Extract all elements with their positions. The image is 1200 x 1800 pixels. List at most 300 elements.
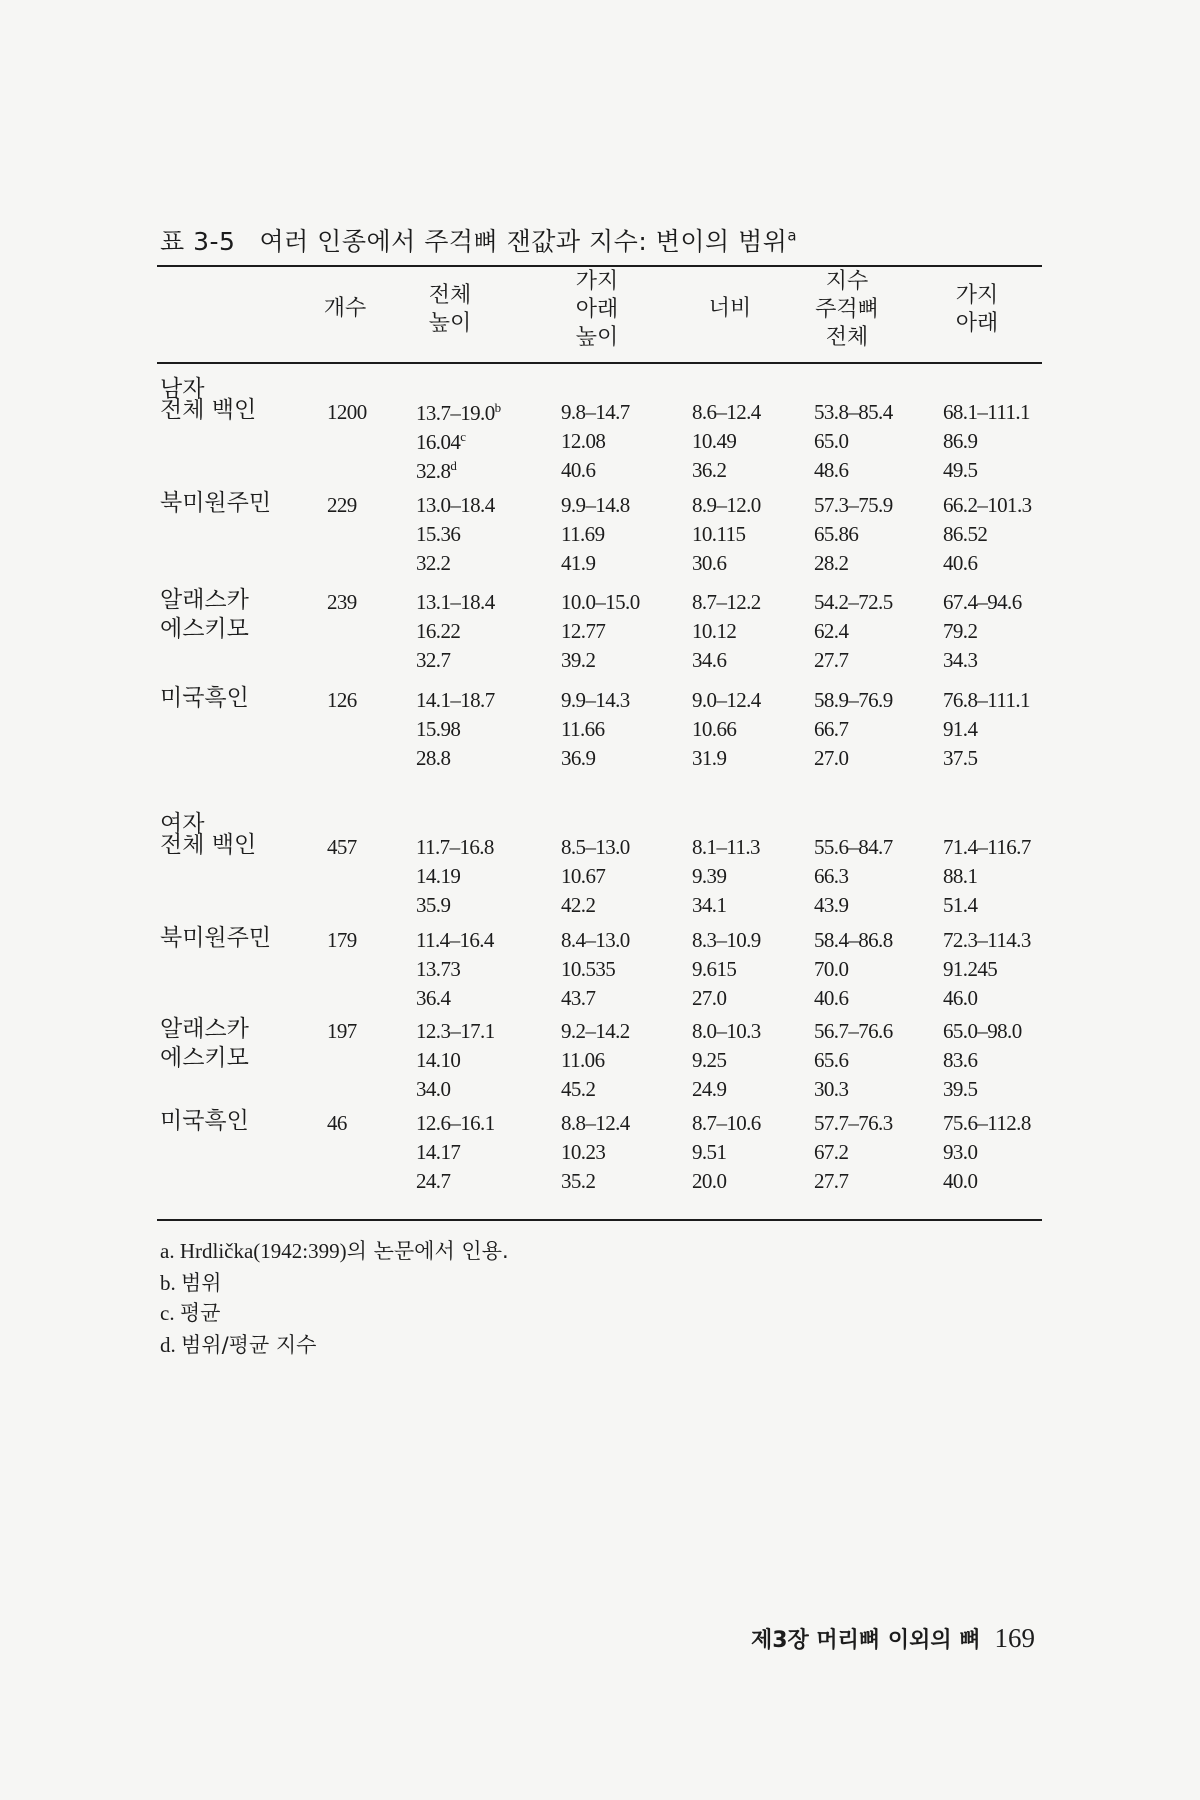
idx-infra-mean-cell: [943, 1140, 977, 1165]
cell-value: 8.1–11.3: [692, 835, 760, 859]
cell-value: 27.0: [692, 986, 727, 1010]
breadth-ratio-cell: [692, 1077, 726, 1102]
cell-value: 34.6: [692, 648, 727, 672]
count-cell: 197: [327, 1019, 357, 1043]
breadth-mean-cell: [692, 429, 736, 454]
footnote-text: Hrdlička(1942:399): [179, 1239, 347, 1263]
row-label-line: 전체 백인: [160, 832, 257, 858]
cell-value: 34.1: [692, 893, 727, 917]
cell-value: 9.0–12.4: [692, 688, 761, 712]
cell-value: 10.535: [561, 957, 616, 981]
idx-infra-ratio-cell: [943, 746, 977, 771]
infra-ratio-cell: [561, 986, 595, 1011]
row-label: [160, 924, 271, 953]
idx-infra-mean-cell: [943, 522, 987, 547]
infra-ratio-cell: [561, 1169, 595, 1194]
cell-value: 58.4–86.8: [814, 928, 893, 952]
total-range-cell: [416, 493, 495, 518]
cell-value: 28.2: [814, 551, 849, 575]
breadth-mean-cell: [692, 717, 736, 742]
caption-footnote-marker: a: [787, 226, 798, 245]
footnote-marker: d: [450, 458, 457, 473]
cell-value: 58.9–76.9: [814, 688, 893, 712]
footnote-text: 범위/평균 지수: [181, 1333, 317, 1357]
infra-mean-cell: [561, 1140, 605, 1165]
cell-value: 9.9–14.8: [561, 493, 630, 517]
count-cell: 179: [327, 928, 357, 952]
cell-value: 8.4–13.0: [561, 928, 630, 952]
cell-value: 8.0–10.3: [692, 1019, 761, 1043]
infra-range-cell: [561, 400, 630, 425]
cell-value: 46.0: [943, 986, 978, 1010]
cell-value: 68.1–111.1: [943, 400, 1030, 424]
cell-value: 40.0: [943, 1169, 978, 1193]
column-header-line: 아래: [575, 297, 619, 322]
idx-total-mean-cell: [814, 717, 848, 742]
cell-value: 66.7: [814, 717, 849, 741]
cell-value: 24.7: [416, 1169, 451, 1193]
count-cell: 239: [327, 590, 357, 614]
infra-mean-cell: [561, 429, 605, 454]
footnote-text: 범위: [181, 1271, 222, 1295]
cell-value: 40.6: [561, 458, 596, 482]
idx-total-range-cell: [814, 688, 893, 713]
footnote: [160, 1235, 509, 1265]
count-cell: 46: [327, 1111, 347, 1135]
column-header-line: 아래: [955, 311, 999, 336]
cell-value: 40.6: [814, 986, 849, 1010]
breadth-ratio-cell: [692, 1169, 726, 1194]
infra-ratio-cell: [561, 648, 595, 673]
cell-value: 37.5: [943, 746, 978, 770]
row-label-line: 미국흑인: [160, 1108, 249, 1134]
table-title: 여러 인종에서 주걱뼈 잰값과 지수: 변이의 범위: [259, 227, 788, 256]
breadth-ratio-cell: [692, 551, 726, 576]
cell-value: 20.0: [692, 1169, 727, 1193]
cell-value: 13.7–19.0: [416, 401, 495, 425]
breadth-range-cell: [692, 590, 761, 615]
infra-mean-cell: [561, 864, 605, 889]
total-range-cell: [416, 1019, 495, 1044]
count-cell: 126: [327, 688, 357, 712]
group-label: 남자: [160, 376, 205, 402]
footnote: [160, 1267, 222, 1297]
infra-mean-cell: [561, 1048, 604, 1073]
footnote-marker: b: [494, 400, 501, 415]
row-label: [160, 396, 256, 425]
column-header-line: 개수: [323, 296, 367, 321]
count-cell: 229: [327, 493, 357, 517]
idx-total-ratio-cell: [814, 648, 848, 673]
count-cell: 1200: [327, 400, 367, 424]
cell-value: 70.0: [814, 957, 849, 981]
total-ratio-cell: [416, 1169, 450, 1194]
breadth-mean-cell: [692, 1048, 726, 1073]
total-mean-cell: [416, 717, 460, 742]
cell-value: 54.2–72.5: [814, 590, 893, 614]
cell-value: 62.4: [814, 619, 849, 643]
breadth-range-cell: [692, 1019, 761, 1044]
breadth-range-cell: [692, 400, 761, 425]
cell-value: 43.9: [814, 893, 849, 917]
total-range-cell: [416, 590, 495, 615]
idx-total-mean-cell: [814, 1048, 848, 1073]
column-header-breadth: [670, 295, 790, 323]
cell-value: 11.66: [561, 717, 605, 741]
breadth-range-cell: [692, 835, 760, 860]
column-header-count: [285, 295, 405, 323]
column-header-line: 가지: [575, 269, 619, 294]
idx-total-ratio-cell: [814, 986, 848, 1011]
column-header-line: 전체: [428, 283, 472, 308]
cell-value: 43.7: [561, 986, 596, 1010]
idx-total-range-cell: [814, 400, 893, 425]
row-label-line: 미국흑인: [160, 685, 249, 711]
idx-infra-mean-cell: [943, 619, 977, 644]
cell-value: 35.9: [416, 893, 451, 917]
idx-infra-mean-cell: [943, 429, 977, 454]
idx-total-ratio-cell: [814, 1169, 848, 1194]
cell-value: 75.6–112.8: [943, 1111, 1031, 1135]
cell-value: 51.4: [943, 893, 978, 917]
idx-infra-mean-cell: [943, 957, 997, 982]
breadth-mean-cell: [692, 619, 736, 644]
idx-infra-ratio-cell: [943, 1077, 977, 1102]
infra-range-cell: [561, 493, 630, 518]
total-ratio-cell: [416, 986, 450, 1011]
cell-value: 66.3: [814, 864, 849, 888]
table-caption: [160, 222, 797, 258]
cell-value: 10.67: [561, 864, 606, 888]
cell-value: 28.8: [416, 746, 451, 770]
row-label: [160, 489, 271, 518]
footnote-mark: c.: [160, 1301, 180, 1325]
cell-value: 67.4–94.6: [943, 590, 1022, 614]
row-label-line: 에스키모: [160, 616, 249, 642]
row-label: [160, 684, 249, 713]
cell-value: 10.12: [692, 619, 737, 643]
cell-value: 9.8–14.7: [561, 400, 630, 424]
row-label-line: 알래스카: [160, 1016, 249, 1042]
idx-total-range-cell: [814, 835, 893, 860]
idx-infra-ratio-cell: [943, 986, 977, 1011]
row-label-line: 알래스카: [160, 587, 249, 613]
cell-value: 36.2: [692, 458, 727, 482]
cell-value: 24.9: [692, 1077, 727, 1101]
column-header-line: 높이: [575, 325, 619, 350]
idx-infra-range-cell: [943, 493, 1032, 518]
idx-total-mean-cell: [814, 864, 848, 889]
cell-value: 13.73: [416, 957, 461, 981]
cell-value: 16.04: [416, 430, 461, 454]
column-header-line: 전체: [825, 325, 869, 350]
cell-value: 12.3–17.1: [416, 1019, 495, 1043]
table-number: 표 3-5: [160, 227, 236, 256]
cell-value: 12.08: [561, 429, 606, 453]
cell-value: 11.06: [561, 1048, 605, 1072]
footnote-mark: a.: [160, 1239, 180, 1263]
cell-value: 10.23: [561, 1140, 606, 1164]
footnote-text: 의 논문에서 인용.: [346, 1239, 509, 1263]
breadth-mean-cell: [692, 1140, 726, 1165]
column-header-index-infra: [917, 282, 1037, 338]
table-header-rule: [157, 362, 1042, 364]
idx-infra-mean-cell: [943, 717, 977, 742]
cell-value: 30.3: [814, 1077, 849, 1101]
total-ratio-cell: [416, 1077, 450, 1102]
infra-mean-cell: [561, 619, 605, 644]
row-label: [160, 1015, 249, 1073]
cell-value: 31.9: [692, 746, 727, 770]
row-label: [160, 1107, 249, 1136]
cell-value: 30.6: [692, 551, 727, 575]
idx-total-ratio-cell: [814, 893, 848, 918]
cell-value: 35.2: [561, 1169, 596, 1193]
idx-total-ratio-cell: [814, 458, 848, 483]
idx-total-range-cell: [814, 928, 893, 953]
infra-ratio-cell: [561, 893, 595, 918]
idx-total-range-cell: [814, 493, 893, 518]
cell-value: 36.9: [561, 746, 596, 770]
idx-infra-ratio-cell: [943, 458, 977, 483]
cell-value: 32.2: [416, 551, 451, 575]
cell-value: 15.98: [416, 717, 461, 741]
breadth-mean-cell: [692, 864, 726, 889]
footnote-marker: c: [460, 429, 466, 444]
idx-total-mean-cell: [814, 1140, 848, 1165]
cell-value: 9.51: [692, 1140, 727, 1164]
cell-value: 8.8–12.4: [561, 1111, 630, 1135]
breadth-range-cell: [692, 688, 761, 713]
total-range-cell: [416, 835, 494, 860]
infra-ratio-cell: [561, 458, 595, 483]
cell-value: 91.4: [943, 717, 978, 741]
cell-value: 34.0: [416, 1077, 451, 1101]
total-ratio-cell: [416, 648, 450, 673]
table-bottom-rule: [157, 1219, 1042, 1221]
cell-value: 83.6: [943, 1048, 978, 1072]
idx-total-ratio-cell: [814, 1077, 848, 1102]
cell-value: 16.22: [416, 619, 461, 643]
cell-value: 76.8–111.1: [943, 688, 1030, 712]
page-number: 169: [994, 1623, 1035, 1653]
cell-value: 65.6: [814, 1048, 849, 1072]
cell-value: 48.6: [814, 458, 849, 482]
cell-value: 66.2–101.3: [943, 493, 1032, 517]
column-header-line: 너비: [708, 296, 752, 321]
infra-mean-cell: [561, 957, 615, 982]
idx-infra-ratio-cell: [943, 648, 977, 673]
total-range-cell: [416, 1111, 495, 1136]
total-ratio-cell: [416, 893, 450, 918]
idx-infra-range-cell: [943, 1019, 1022, 1044]
group-label: 여자: [160, 811, 205, 837]
infra-ratio-cell: [561, 1077, 595, 1102]
cell-value: 57.3–75.9: [814, 493, 893, 517]
cell-value: 27.0: [814, 746, 849, 770]
total-range-cell: [416, 400, 501, 426]
breadth-ratio-cell: [692, 648, 726, 673]
column-header-total-height: [390, 282, 510, 338]
cell-value: 79.2: [943, 619, 978, 643]
idx-infra-range-cell: [943, 400, 1030, 425]
idx-total-mean-cell: [814, 619, 848, 644]
footnote: [160, 1297, 220, 1327]
idx-total-range-cell: [814, 1111, 893, 1136]
cell-value: 27.7: [814, 648, 849, 672]
cell-value: 8.7–10.6: [692, 1111, 761, 1135]
cell-value: 86.52: [943, 522, 988, 546]
cell-value: 32.8: [416, 459, 451, 483]
idx-infra-range-cell: [943, 688, 1030, 713]
cell-value: 12.77: [561, 619, 606, 643]
total-mean-cell: [416, 429, 465, 455]
footnote-mark: b.: [160, 1271, 181, 1295]
infra-range-cell: [561, 590, 640, 615]
cell-value: 11.69: [561, 522, 605, 546]
breadth-range-cell: [692, 493, 761, 518]
cell-value: 8.9–12.0: [692, 493, 761, 517]
idx-total-mean-cell: [814, 522, 858, 547]
cell-value: 27.7: [814, 1169, 849, 1193]
cell-value: 91.245: [943, 957, 998, 981]
infra-range-cell: [561, 1111, 630, 1136]
column-header-line: 높이: [428, 311, 472, 336]
idx-infra-ratio-cell: [943, 1169, 977, 1194]
cell-value: 8.6–12.4: [692, 400, 761, 424]
breadth-mean-cell: [692, 957, 736, 982]
infra-range-cell: [561, 688, 630, 713]
cell-value: 14.17: [416, 1140, 461, 1164]
breadth-range-cell: [692, 1111, 761, 1136]
total-ratio-cell: [416, 551, 450, 576]
cell-value: 55.6–84.7: [814, 835, 893, 859]
breadth-ratio-cell: [692, 893, 726, 918]
cell-value: 39.5: [943, 1077, 978, 1101]
row-label-line: 북미원주민: [160, 925, 272, 951]
chapter-title: 제3장 머리뼈 이외의 뼈: [750, 1628, 981, 1653]
cell-value: 11.4–16.4: [416, 928, 494, 952]
total-mean-cell: [416, 522, 460, 547]
row-label: [160, 831, 256, 860]
cell-value: 12.6–16.1: [416, 1111, 495, 1135]
footnote: [160, 1329, 316, 1359]
breadth-range-cell: [692, 928, 761, 953]
cell-value: 49.5: [943, 458, 978, 482]
total-mean-cell: [416, 957, 460, 982]
cell-value: 10.115: [692, 522, 746, 546]
idx-total-range-cell: [814, 1019, 893, 1044]
breadth-mean-cell: [692, 522, 745, 547]
cell-value: 11.7–16.8: [416, 835, 494, 859]
count-cell: 457: [327, 835, 357, 859]
total-ratio-cell: [416, 458, 456, 484]
breadth-ratio-cell: [692, 746, 726, 771]
column-header-line: 가지: [955, 283, 999, 308]
cell-value: 42.2: [561, 893, 596, 917]
total-range-cell: [416, 688, 495, 713]
row-label-line: 에스키모: [160, 1045, 249, 1071]
idx-total-ratio-cell: [814, 551, 848, 576]
footnote-mark: d.: [160, 1333, 181, 1357]
row-label: [160, 586, 249, 644]
idx-infra-mean-cell: [943, 1048, 977, 1073]
cell-value: 53.8–85.4: [814, 400, 893, 424]
idx-total-range-cell: [814, 590, 893, 615]
total-mean-cell: [416, 1048, 460, 1073]
total-mean-cell: [416, 864, 460, 889]
infra-range-cell: [561, 1019, 630, 1044]
row-label-line: 전체 백인: [160, 397, 257, 423]
cell-value: 93.0: [943, 1140, 978, 1164]
running-footer: [751, 1623, 1035, 1654]
cell-value: 65.86: [814, 522, 859, 546]
infra-mean-cell: [561, 522, 604, 547]
idx-infra-range-cell: [943, 590, 1022, 615]
idx-infra-range-cell: [943, 1111, 1031, 1136]
idx-total-mean-cell: [814, 429, 848, 454]
cell-value: 36.4: [416, 986, 451, 1010]
idx-total-ratio-cell: [814, 746, 848, 771]
idx-infra-range-cell: [943, 835, 1031, 860]
infra-range-cell: [561, 928, 630, 953]
idx-infra-range-cell: [943, 928, 1031, 953]
cell-value: 9.39: [692, 864, 727, 888]
cell-value: 9.2–14.2: [561, 1019, 630, 1043]
cell-value: 8.5–13.0: [561, 835, 630, 859]
cell-value: 88.1: [943, 864, 978, 888]
cell-value: 65.0: [814, 429, 849, 453]
cell-value: 13.1–18.4: [416, 590, 495, 614]
infra-mean-cell: [561, 717, 604, 742]
idx-total-mean-cell: [814, 957, 848, 982]
idx-infra-ratio-cell: [943, 893, 977, 918]
cell-value: 41.9: [561, 551, 596, 575]
breadth-ratio-cell: [692, 986, 726, 1011]
cell-value: 9.25: [692, 1048, 727, 1072]
cell-value: 15.36: [416, 522, 461, 546]
idx-infra-mean-cell: [943, 864, 977, 889]
total-range-cell: [416, 928, 494, 953]
cell-value: 56.7–76.6: [814, 1019, 893, 1043]
cell-value: 86.9: [943, 429, 978, 453]
total-mean-cell: [416, 1140, 460, 1165]
row-label-line: 북미원주민: [160, 490, 272, 516]
column-header-infra-height: [537, 268, 657, 352]
cell-value: 9.615: [692, 957, 737, 981]
cell-value: 14.10: [416, 1048, 461, 1072]
cell-value: 40.6: [943, 551, 978, 575]
table-top-rule: [157, 265, 1042, 267]
footnote-text: 평균: [179, 1301, 221, 1325]
infra-range-cell: [561, 835, 630, 860]
breadth-ratio-cell: [692, 458, 726, 483]
column-header-index-total: [787, 268, 907, 352]
cell-value: 14.19: [416, 864, 461, 888]
total-mean-cell: [416, 619, 460, 644]
cell-value: 8.3–10.9: [692, 928, 761, 952]
cell-value: 45.2: [561, 1077, 596, 1101]
cell-value: 10.66: [692, 717, 737, 741]
cell-value: 13.0–18.4: [416, 493, 495, 517]
cell-value: 39.2: [561, 648, 596, 672]
column-header-line: 주걱뼈: [815, 297, 879, 322]
cell-value: 14.1–18.7: [416, 688, 495, 712]
column-header-line: 지수: [825, 269, 869, 294]
cell-value: 65.0–98.0: [943, 1019, 1022, 1043]
cell-value: 71.4–116.7: [943, 835, 1031, 859]
cell-value: 9.9–14.3: [561, 688, 630, 712]
